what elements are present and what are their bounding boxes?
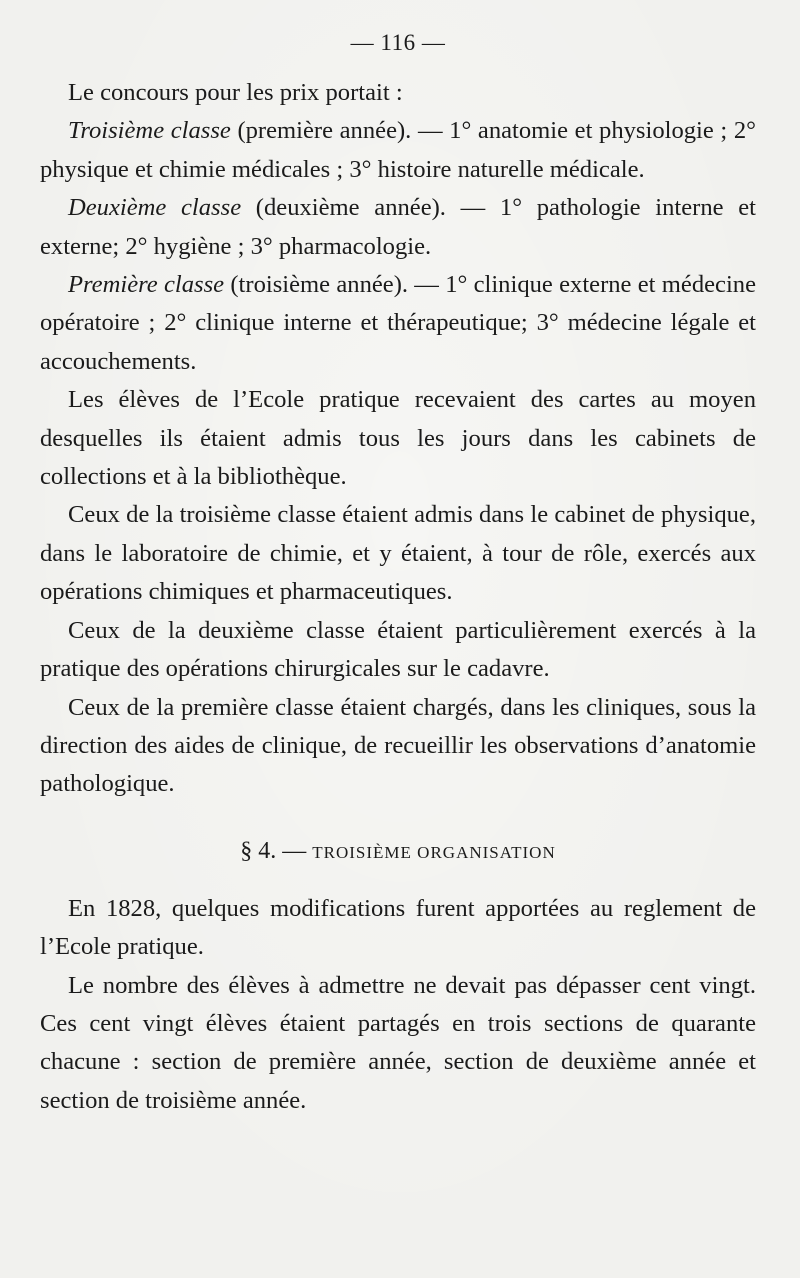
paragraph-first-class-duties — [40, 689, 756, 804]
class-heading: Première classe — [68, 271, 225, 299]
paragraph-text: En 1828, quelques modifications furent apportées au reglement de l’Ecole pratique. — [40, 894, 756, 961]
body-text — [40, 74, 756, 1120]
section-title: TROISIÈME ORGANISATION — [312, 842, 556, 862]
page-number: — 116 — — [350, 30, 446, 55]
class-heading: Deuxième classe — [68, 194, 242, 222]
paragraph-students-cards — [40, 381, 756, 496]
paragraph-student-count — [40, 967, 756, 1121]
paragraph-first-class — [40, 266, 756, 381]
paragraph-second-class-duties — [40, 612, 756, 689]
paragraph-text: (troisième année). — 1° clinique externe et médecine opératoire ; 2° clinique interne et thérapeutique; 3° médecine légale et accouchements. — [40, 271, 757, 375]
class-heading: Troisième classe — [68, 117, 231, 145]
paragraph-text: Le nombre des élèves à admettre ne devait pas dépasser cent vingt. Ces cent vingt élèves étaient partagés en trois sections de quarante chacune : section de première année, section de deuxième année et section de troisième année. — [40, 971, 756, 1114]
paragraph-text: Les élèves de l’Ecole pratique recevaient des cartes au moyen desquelles ils étaient admis tous les jours dans les cabinets de collections et à la bibliothèque. — [40, 386, 756, 491]
paragraph-text: Ceux de la deuxième classe étaient particulièrement exercés à la pratique des opérations chirurgicales sur le cadavre. — [40, 616, 756, 683]
paragraph-text: Ceux de la première classe étaient chargés, dans les cliniques, sous la direction des aides de clinique, de recueillir les observations d’anatomie pathologique. — [40, 693, 756, 798]
paragraph-third-class-duties — [40, 496, 756, 611]
paragraph-1828 — [40, 890, 756, 967]
section-heading — [40, 834, 756, 870]
paragraph-text: Ceux de la troisième classe étaient admis dans le cabinet de physique, dans le laboratoire de chimie, et y étaient, à tour de rôle, exercés aux opérations chimiques et pharmaceutiques. — [40, 501, 756, 606]
paragraph-second-class — [40, 189, 756, 266]
paragraph-intro — [40, 74, 756, 112]
paragraph-text: Le concours pour les prix portait : — [68, 79, 403, 106]
paragraph-text: (deuxième année). — 1° pathologie interne et externe; 2° hygiène ; 3° pharmacologie. — [40, 194, 756, 260]
section-number: § 4. — — [240, 837, 307, 864]
paragraph-text: (première année). — 1° anatomie et physiologie ; 2° physique et chimie médicales ; 3° histoire naturelle médicale. — [40, 117, 756, 183]
paragraph-third-class — [40, 112, 756, 189]
